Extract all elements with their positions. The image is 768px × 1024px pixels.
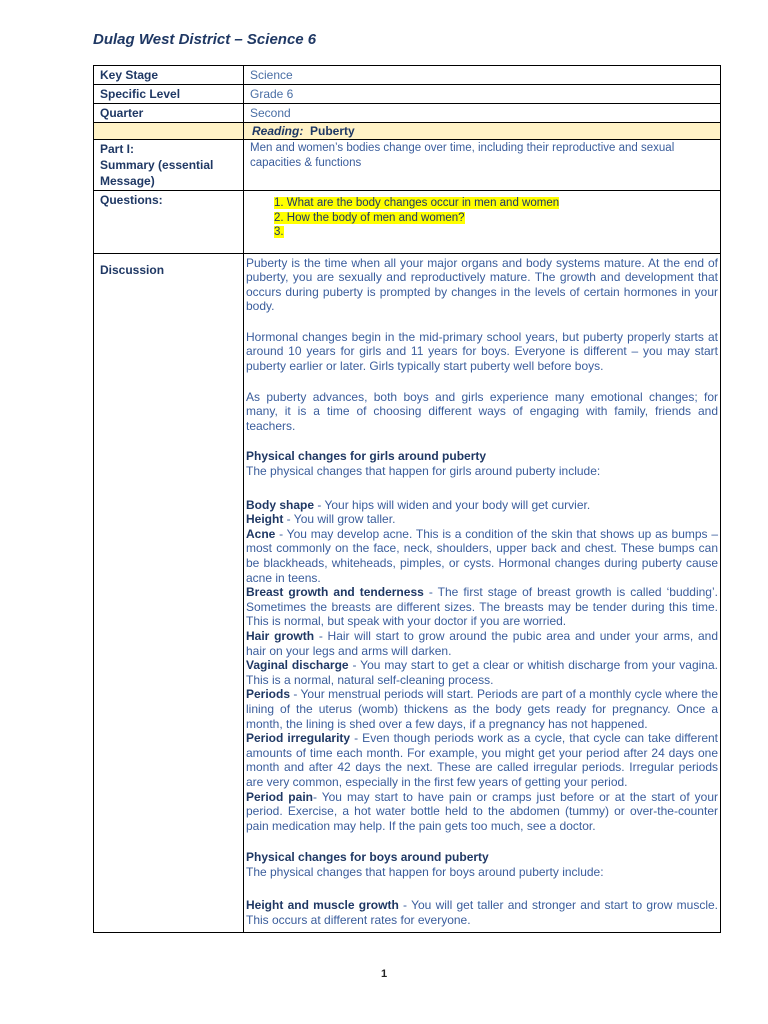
reading-value: Puberty bbox=[310, 124, 355, 138]
specific-level-value: Grade 6 bbox=[244, 85, 721, 104]
change-term: Breast growth and tenderness bbox=[246, 585, 424, 600]
girls-intro: The physical changes that happen for girls around puberty include: bbox=[246, 464, 601, 479]
girls-heading: Physical changes for girls around puberty bbox=[246, 449, 487, 464]
part1-label-a: Part I: bbox=[100, 142, 135, 156]
discussion-paragraph: Hormonal changes begin in the mid-primary school years, but puberty properly starts at around 10 years for girls and 11 years for boys. Everyone is different – you may start puberty earlier or later. Girls typically start puberty well before boys. bbox=[246, 329, 718, 374]
change-item bbox=[246, 731, 718, 789]
question-item: 2. How the body of men and women? bbox=[274, 211, 465, 224]
quarter-label: Quarter bbox=[94, 104, 244, 123]
boys-changes-list bbox=[246, 898, 718, 927]
change-text: - You may start to have pain or cramps just before or at the start of your period. Exercise, a hot water bottle held to the abdomen (tummy) or over-the-counter pain medication may help. If the pain gets too much, see a doctor. bbox=[246, 789, 719, 833]
row-discussion bbox=[94, 253, 721, 932]
girls-changes-list bbox=[246, 498, 718, 834]
change-term: Height bbox=[246, 512, 284, 527]
row-reading bbox=[94, 123, 721, 140]
row-key-stage bbox=[94, 66, 721, 85]
boys-intro: The physical changes that happen for boys around puberty include: bbox=[246, 864, 604, 879]
change-item bbox=[246, 629, 718, 658]
discussion-paragraph: As puberty advances, both boys and girls experience many emotional changes; for many, it is a time of choosing different ways of engaging with family, friends and teachers. bbox=[246, 389, 718, 433]
change-term: Height and muscle growth bbox=[246, 898, 399, 913]
change-text: - Your menstrual periods will start. Periods are part of a monthly cycle where the lining of the uterus (womb) thickens as the body gets ready for pregnancy. Once a month, the lining is shed over a few days, if a pregnancy has not happened. bbox=[246, 687, 718, 731]
questions-cell bbox=[244, 191, 721, 254]
row-questions bbox=[94, 191, 721, 254]
document-title: Dulag West District – Science 6 bbox=[93, 31, 317, 48]
change-item bbox=[246, 527, 718, 585]
change-item bbox=[246, 498, 718, 513]
change-text: - You may start to get a clear or whitish discharge from your vagina. This is a normal, natural self-cleaning process. bbox=[246, 658, 718, 687]
change-item bbox=[246, 585, 718, 629]
boys-section bbox=[246, 850, 718, 879]
questions-label: Questions: bbox=[94, 191, 244, 254]
change-item bbox=[246, 790, 718, 834]
question-item: 3. bbox=[274, 226, 284, 238]
change-text: - Even though periods work as a cycle, that cycle can take different amounts of time each month. For example, you might get your period after 24 days one month and after 42 days the next. These are called irregular periods. Irregular periods are very common, especially in the first few years of getting your period. bbox=[246, 731, 718, 789]
change-term: Periods bbox=[246, 687, 291, 702]
key-stage-label: Key Stage bbox=[94, 66, 244, 85]
specific-level-label: Specific Level bbox=[94, 85, 244, 104]
change-text: - You will grow taller. bbox=[283, 512, 396, 527]
questions-list bbox=[274, 196, 714, 240]
page-number: 1 bbox=[380, 968, 388, 980]
change-term: Hair growth bbox=[246, 628, 315, 643]
change-term: Acne bbox=[246, 526, 276, 541]
change-text: - You may develop acne. This is a condition of the skin that shows up as bumps – most commonly on the face, neck, shoulders, upper back and chest. These bumps can be blackheads, whiteheads, pimples, or cysts. Hormonal changes during puberty cause acne in teens. bbox=[246, 526, 718, 585]
row-specific-level bbox=[94, 85, 721, 104]
change-term: Vaginal discharge bbox=[246, 658, 349, 673]
change-item bbox=[246, 687, 718, 731]
row-quarter bbox=[94, 104, 721, 123]
reading-label: Reading: bbox=[252, 124, 304, 138]
change-text: - You will get taller and stronger and start to grow muscle. This occurs at different rates for everyone. bbox=[246, 898, 718, 928]
reading-cell bbox=[244, 123, 721, 140]
change-term: Body shape bbox=[246, 497, 315, 512]
girls-section bbox=[246, 449, 718, 478]
change-item bbox=[246, 512, 718, 527]
change-text: - Hair will start to grow around the pubic area and under your arms, and hair on your legs and arms will darken. bbox=[246, 628, 718, 658]
part1-label-b: Summary (essential Message) bbox=[100, 158, 214, 188]
question-item: 1. What are the body changes occur in men and women bbox=[274, 197, 560, 209]
lesson-table bbox=[93, 65, 721, 933]
change-text: - The first stage of breast growth is called ‘budding’. Sometimes the breasts are different sizes. The breasts may be tender during this time. This is normal, but speak with your doctor if you are worried. bbox=[246, 585, 718, 629]
quarter-value: Second bbox=[244, 104, 721, 123]
change-item bbox=[246, 658, 718, 687]
change-text: - Your hips will widen and your body will get curvier. bbox=[314, 497, 591, 512]
boys-heading: Physical changes for boys around puberty bbox=[246, 850, 489, 865]
change-term: Period pain bbox=[246, 789, 313, 804]
key-stage-value: Science bbox=[244, 66, 721, 85]
discussion-paragraph: Puberty is the time when all your major organs and body systems mature. At the end of puberty, you are sexually and reproductively mature. The growth and development that occurs during puberty is prompted by changes in the levels of certain hormones in your body. bbox=[246, 255, 718, 314]
part1-summary: Men and women’s bodies change over time, including their reproductive and sexual capacities & functions bbox=[244, 140, 721, 191]
part1-label bbox=[94, 140, 244, 191]
change-term: Period irregularity bbox=[246, 731, 351, 746]
change-item bbox=[246, 898, 718, 927]
discussion-label: Discussion bbox=[94, 253, 244, 932]
row-part1 bbox=[94, 140, 721, 191]
discussion-body bbox=[244, 253, 721, 932]
